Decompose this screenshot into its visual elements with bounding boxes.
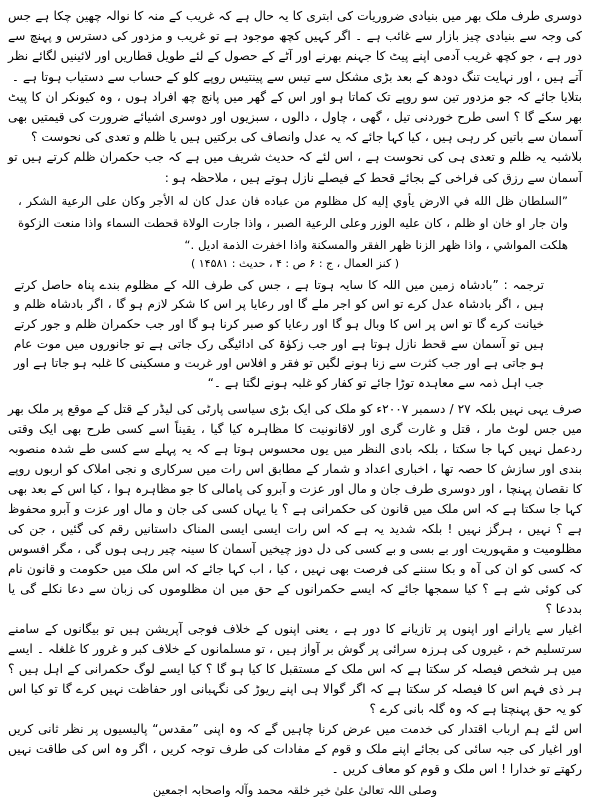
paragraph-foreign-policy: اغیار سے یارانے اور اپنوں پر تازیانے کا دور ہے ، یعنی اپنوں کے خلاف فوجی آپریشن ہیں تو بیگانوں کے سامنے سرتسلیم خم ، غیروں کی ہرزہ سرائی پر گوش بر آواز ہیں ، تو مسلمانوں کے خلاف کبر و غرور کا غلغلہ ۔ ایسے میں ہر شخص فیصلہ کر سکتا ہے کہ اس ملک کے مستقبل کا کیا ہو گا ؟ کیا ایسے لوگ حکمرانی کے اہل ہیں ؟ ہر ذی فہم اس کا فیصلہ کر سکتا ہے کہ اگر گوالا ہی اپنے ریوڑ کی نگہبانی اور حفاظت نہیں کرے گا تو کیا اس کو یہ حق پہنچتا ہے کہ وہ گلہ بانی کرے ؟: [8, 622, 582, 717]
paragraph-wages: بتلایا جائے کہ جو مزدور تین سو روپے تک کماتا ہو اور اس کے گھر میں پانچ چھ افراد ہوں ، وہ کیونکر ان کا پیٹ بھر سکے گا ؟ اسی طرح خوردنی تیل ، گھی ، چاول ، دالوں ، سبزیوں اور دوسری اشیائے ضرورت کی قیمتیں بھی آسمان سے باتیں کر رہی ہیں ، کیا کہا جائے کہ یہ عدل وانصاف کی برکتیں ہیں یا ظلم و تعدی کی نحوست ؟: [8, 89, 582, 145]
hadith-reference: ( کنز العمال ، ج : ۶ ص : ۴ ، حدیث : ۱۴۵۸۱ ): [190, 256, 400, 270]
hadith-translation: ترجمہ : ”بادشاہ زمین میں اللہ کا سایہ ہوتا ہے ، جس کی طرف اللہ کے مظلوم بندے پناہ حاصل کرتے ہیں ، اگر بادشاہ عدل کرے تو اس کو اجر ملے گا اور رعایا پر اس کا شکر لازم ہو گا ، اگر بادشاہ ظلم و خیانت کرے گا تو اس پر اس کا وبال ہو گا اور رعایا کو صبر کرنا ہو گا اور جب حکمران ظلم و جور کرتے ہیں تو آسمان سے قحط نازل ہوتا ہے اور جب زکوٰۃ کی ادائیگی رک جاتی ہے تو جانوروں میں موت عام ہو جاتی ہے اور جب کثرت سے زنا ہونے لگیں تو فقر و افلاس اور غربت و مسکینی کا غلبہ ہو جاتا ہے اور جب اہل ذمہ سے معاہدہ توڑا جائے تو کفار کو غلبہ ہونے لگتا ہے ۔“: [14, 277, 544, 390]
paragraph-hadith-intro: بلاشبہ یہ ظلم و تعدی ہی کی نحوست ہے ، اس لئے کہ حدیث شریف میں ہے کہ جب حکمران ظلم کرتے ہیں تو آسمان سے رزق کی فراخی کے بجائے قحط کے فیصلے نازل ہوتے ہیں ، ملاحظہ ہو :: [8, 150, 582, 185]
closing-salutation: وصلی اللہ تعالیٰ علیٰ خیر خلقہ محمد وآلہ واصحابہ اجمعین: [152, 783, 438, 798]
paragraph-december-events: صرف یہی نہیں بلکہ ۲۷ / دسمبر ۲۰۰۷ء کو ملک کی ایک بڑی سیاسی پارٹی کی لیڈر کے قتل کے موقع پر ملک بھر میں جس لوٹ مار ، قتل و غارت گری اور لاقانونیت کا مظاہرہ کیا گیا ، یقیناً اسے کسی طرح بھی ایک وقتی ردعمل نہیں کہا جا سکتا ، بلکہ بادی النظر میں یوں محسوس ہوتا ہے کہ یہ پہلے سے کسی طے شدہ منصوبہ بندی اور سازش کا حصہ تھا ، اخباری اعداد و شمار کے مطابق اس رات میں سرکاری و نجی املاک کو اربوں روپے کا نقصان پہنچا ، اور دوسری طرف جان و مال اور عزت و آبرو کی پامالی کا جو مظاہرہ ہوا ، کیا اس کے بعد بھی کہا جا سکتا ہے کہ اس ملک میں قانون کی حکمرانی ہے ؟ یا یہاں کسی کی جان و مال اور عزت و آبرو محفوظ ہے ؟ نہیں ، ہرگز نہیں ! بلکہ شدید یہ ہے کہ اس رات ایسی ایسی المناک داستانیں رقم کی گئیں ، جن کی مظلومیت و مقہوریت اور بے بسی و بے کسی کی دل دوز چیخیں آسمان کا سینہ چیر رہی ہوں گی ، مگر افسوس کہ کسی کو ان کی آہ و بکا سننے کی فرصت بھی نہیں ، کیا ، اب کہا جائے کہ اس ملک میں حکومت و قانون نام کی کوئی شے ہے ؟ کیا سمجھا جائے کہ ایسے حکمرانوں کے حق میں ان مظلوموں کی زبان سے دعا نکلے گی یا بددعا ؟: [8, 402, 582, 617]
arabic-hadith-quote: ”السلطان ظل الله في الارض يأوي إليه كل مظلوم من عباده فان عدل كان له الأجر وكان على الرعية الشكر ، وان جار او خان او ظلم ، كان عليه الوزر وعلى الرعية الصبر ، واذا جارت الولاة قحطت السماء واذا منعت الزكوة هلكت المواشي ، واذا ظهر الزنا ظهر الفقر والمسكنة واذا اخفرت الذمة اديل .“: [18, 193, 568, 252]
paragraph-prices: دوسری طرف ملک بھر میں بنیادی ضروریات کی ابتری کا یہ حال ہے کہ غریب کے منہ کا نوالہ چھین چکا ہے جس کی وجہ سے بنیادی چیز بازار سے غائب ہے ۔ اگر کہیں کچھ موجود ہے تو غریب و مزدور کی دسترس و پہنچ سے دور ہے ، جو کچھ غریب آدمی اپنے پیٹ کا جہنم بھرنے اور آٹے کے حصول کے لئے طویل قطاریں اور لائینیں لگائے نظر آتے ہیں ، اور نہایت تنگ دودھ کے بعد بڑی مشکل سے تیس سے پینتیس روپے کلو کے حساب سے دستیاب ہوتا ہے ۔: [8, 9, 582, 84]
paragraph-appeal: اس لئے ہم ارباب اقتدار کی خدمت میں عرض کرنا چاہیں گے کہ وہ اپنی ”مقدس“ پالیسیوں پر نظر ثانی کریں اور اغیار کی جبہ سائی کی بجائے اپنے ملک و قوم کے مفادات کی طرف توجہ کریں ، اگر وہ اس کی طاقت نہیں رکھتے تو خدارا ! اس ملک و قوم کو معاف کریں ۔: [8, 722, 582, 777]
